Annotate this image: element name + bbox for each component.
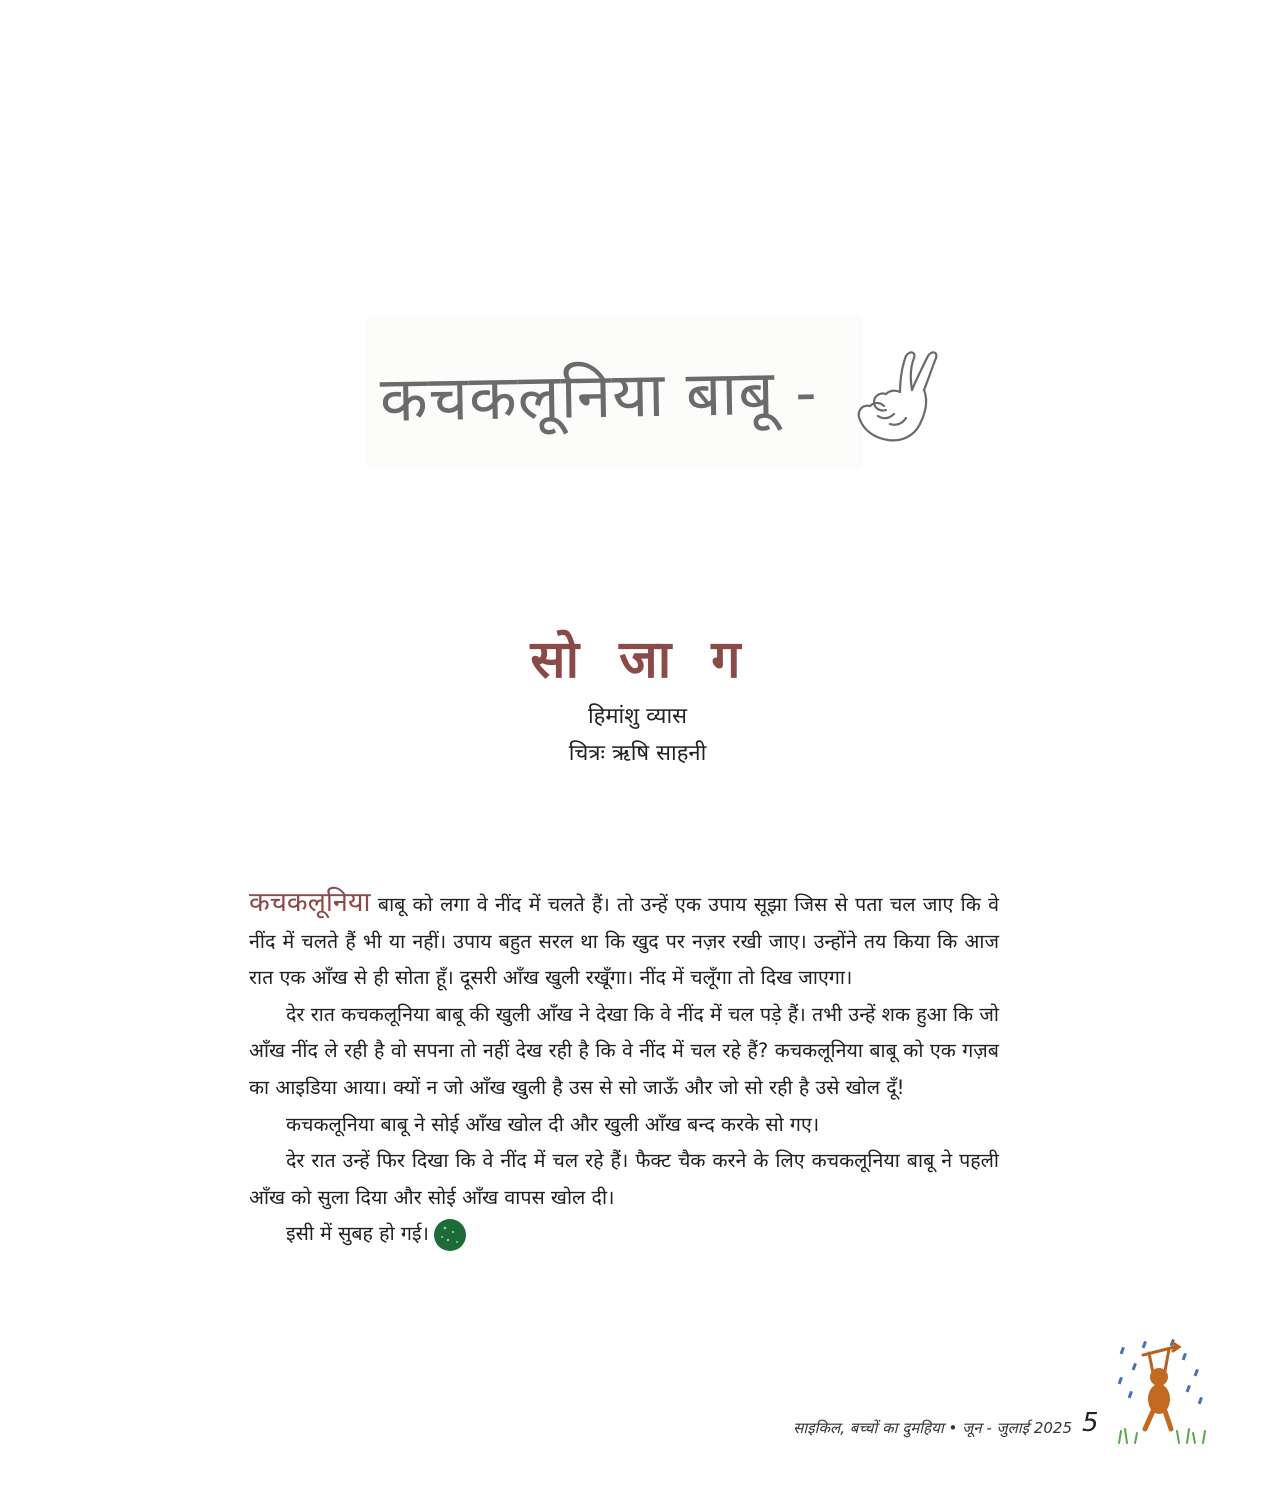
magazine-footer: साइकिल, बच्चों का दुमहिया • जून - जुलाई 2025 bbox=[793, 1419, 1072, 1437]
story-paragraph-5 bbox=[249, 1216, 999, 1253]
story-paragraph-1 bbox=[249, 885, 999, 997]
series-banner bbox=[368, 318, 860, 466]
paragraph-1-text: बाबू को लगा वे नींद में चलते हैं। तो उन्हें एक उपाय सूझा जिस से पता चल जाए कि वे नींद में चलते हैं भी या नहीं। उपाय बहुत सरल था कि खुद पर नज़र रखी जाए। उन्होंने तय किया कि आज रात एक आँख से ही सोता हूँ। दूसरी आँख खुली रखूँगा। नींद में चलूँगा तो दिख जाएगा। bbox=[249, 893, 1000, 990]
paragraph-5-text: इसी में सुबह हो गई। bbox=[286, 1222, 429, 1246]
story-body bbox=[249, 885, 999, 1253]
end-mark-icon bbox=[433, 1218, 467, 1252]
series-title: कचकलूनिया बाबू - bbox=[379, 355, 818, 436]
story-title: सो जा ग bbox=[530, 630, 745, 690]
author-name: हिमांशु व्यास bbox=[587, 704, 688, 729]
lead-word: कचकलूनिया bbox=[249, 887, 371, 918]
page-number: 5 bbox=[1082, 1408, 1099, 1438]
mascot-illustration bbox=[1113, 1333, 1208, 1445]
story-paragraph-2: देर रात कचकलूनिया बाबू की खुली आँख ने देखा कि वे नींद में चल पड़े हैं। तभी उन्हें शक हुआ कि जो आँख नींद ले रही है वो सपना तो नहीं देख रही है कि वे नींद में चल रहे हैं? कचकलूनिया बाबू को एक गज़ब का आइडिया आया। क्यों न जो आँख खुली है उस से सो जाऊँ और जो सो रही है उसे खोल दूँ! bbox=[249, 1002, 999, 1099]
story-paragraph-3: कचकलूनिया बाबू ने सोई आँख खोल दी और खुली आँख बन्द करके सो गए। bbox=[286, 1112, 820, 1136]
pointing-hand-icon bbox=[840, 346, 950, 456]
story-paragraph-4: देर रात उन्हें फिर दिखा कि वे नींद में चल रहे हैं। फैक्ट चैक करने के लिए कचकलूनिया बाबू ने पहली आँख को सुला दिया और सोई आँख वापस खोल दी। bbox=[249, 1149, 999, 1209]
illustrator-credit: चित्रः ऋषि साहनी bbox=[568, 741, 707, 766]
